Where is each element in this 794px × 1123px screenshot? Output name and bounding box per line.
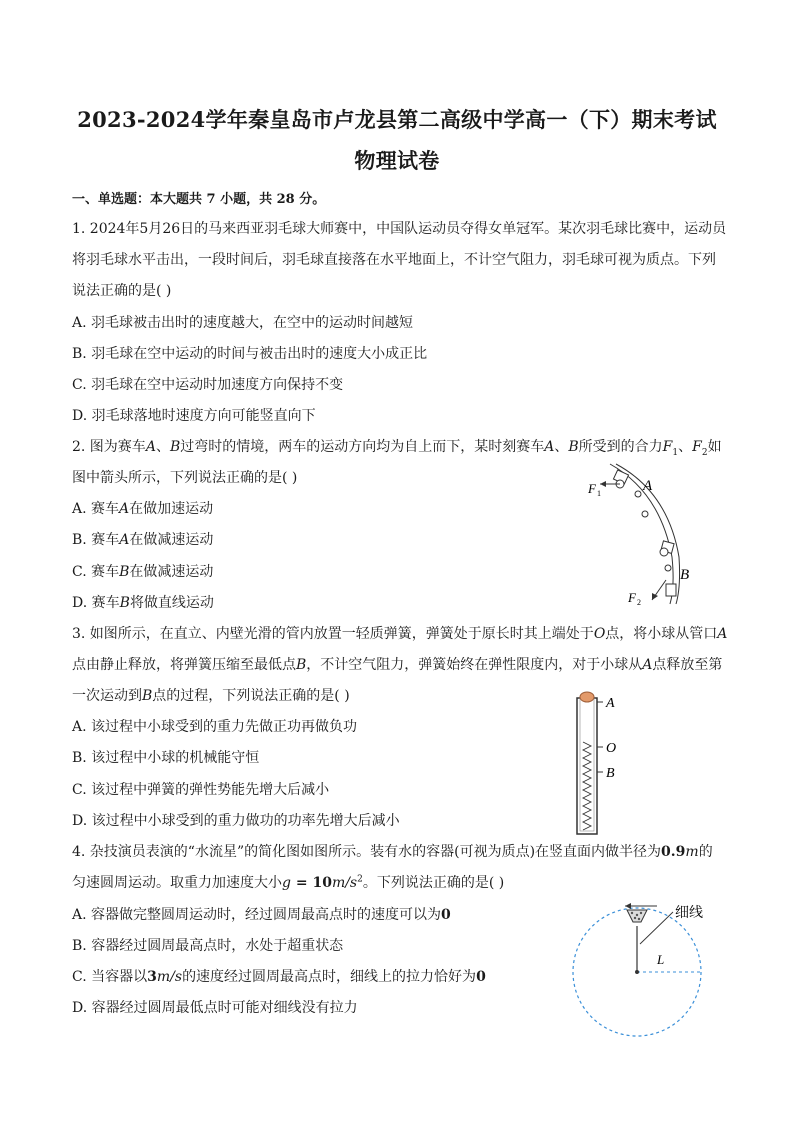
q4-stem-line-1: 4. 杂技演员表演的“水流星”的简化图如图所示。装有水的容器(可视为质点)在竖直面内做半径为0.9m的 xyxy=(72,844,713,860)
water-meteor-diagram xyxy=(565,898,715,1038)
q2-stem-line-1: 2. 图为赛车A、B过弯时的情境，两车的运动方向均为自上而下，某时刻赛车A、B所受到的合力$F_1$、$F_2$如 xyxy=(72,439,722,458)
q1-option-a: A. 羽毛球被击出时的速度越大，在空中的运动时间越短 xyxy=(72,315,414,331)
q3-option-d: D. 该过程中小球受到的重力做功的功率先增大后减小 xyxy=(72,813,400,829)
q3-option-c: C. 该过程中弹簧的弹性势能先增大后减小 xyxy=(72,782,330,798)
label-f1-sub: 1 xyxy=(597,489,601,498)
q1-option-c: C. 羽毛球在空中运动时加速度方向保持不变 xyxy=(72,377,344,393)
q1-option-b: B. 羽毛球在空中运动的时间与被击出时的速度大小成正比 xyxy=(72,346,428,362)
label-l: L xyxy=(657,952,665,967)
q2-option-b: B. 赛车A在做减速运动 xyxy=(72,532,214,548)
q2-option-a: A. 赛车A在做加速运动 xyxy=(72,501,214,517)
q4-option-c: C. 当容器以3m/s的速度经过圆周最高点时，细线上的拉力恰好为0 xyxy=(72,969,486,985)
ball xyxy=(580,692,594,702)
q4-stem-line-2: 匀速圆周运动。取重力加速度大小$g = 10m/s^2$。下列说法正确的是( ) xyxy=(72,874,505,891)
q1-option-d: D. 羽毛球落地时速度方向可能竖直向下 xyxy=(72,408,316,424)
q2-option-d: D. 赛车B将做直线运动 xyxy=(72,595,214,611)
label-f1: F xyxy=(588,481,596,496)
q2-stem-line-2: 图中箭头所示，下列说法正确的是( ) xyxy=(72,470,298,486)
title-line-2: 物理试卷 xyxy=(354,148,440,173)
race-car-diagram xyxy=(580,462,710,612)
q3-option-b: B. 该过程中小球的机械能守恒 xyxy=(72,750,260,766)
q3-stem-line-1: 3. 如图所示，在直立、内壁光滑的管内放置一轻质弹簧，弹簧处于原长时其上端处于O点，将小球从管口A xyxy=(72,626,728,642)
q3-stem-line-2: 点由静止释放，将弹簧压缩至最低点B，不计空气阻力，弹簧始终在弹性限度内，对于小球从A点释放至第 xyxy=(72,657,723,673)
car-b xyxy=(660,541,676,596)
q1-stem-line-1: 1. 2024年5月26日的马来西亚羽毛球大师赛中，中国队运动员夺得女单冠军。某次羽毛球比赛中，运动员 xyxy=(72,221,727,237)
label-a: A xyxy=(643,478,653,494)
q2-option-c: C. 赛车B在做减速运动 xyxy=(72,564,214,580)
label-o: O xyxy=(606,741,617,756)
q4-option-a: A. 容器做完整圆周运动时，经过圆周最高点时的速度可以为0 xyxy=(72,907,451,923)
label-rope: 细线 xyxy=(675,904,703,920)
q4-option-b: B. 容器经过圆周最高点时，水处于超重状态 xyxy=(72,938,344,954)
label-b: B xyxy=(680,567,690,583)
label-f2: F xyxy=(628,590,636,605)
section-heading: 一、单选题：本大题共 7 小题，共 28 分。 xyxy=(72,192,326,207)
q3-stem-line-3: 一次运动到B点的过程，下列说法正确的是( ) xyxy=(72,688,350,704)
title-line-1: 2023-2024学年秦皇岛市卢龙县第二高级中学高一（下）期末考试 xyxy=(77,107,717,132)
q4-option-d: D. 容器经过圆周最低点时可能对细线没有拉力 xyxy=(72,1000,358,1016)
label-f2-sub: 2 xyxy=(637,598,641,607)
spring-tube-diagram xyxy=(565,690,625,838)
q3-option-a: A. 该过程中小球受到的重力先做正功再做负功 xyxy=(72,719,358,735)
label-a: A xyxy=(606,696,615,711)
q1-stem-line-3: 说法正确的是( ) xyxy=(72,283,172,299)
label-b: B xyxy=(606,766,615,781)
q1-stem-line-2: 将羽毛球水平击出，一段时间后，羽毛球直接落在水平地面上，不计空气阻力，羽毛球可视为质点。下列 xyxy=(72,252,716,268)
